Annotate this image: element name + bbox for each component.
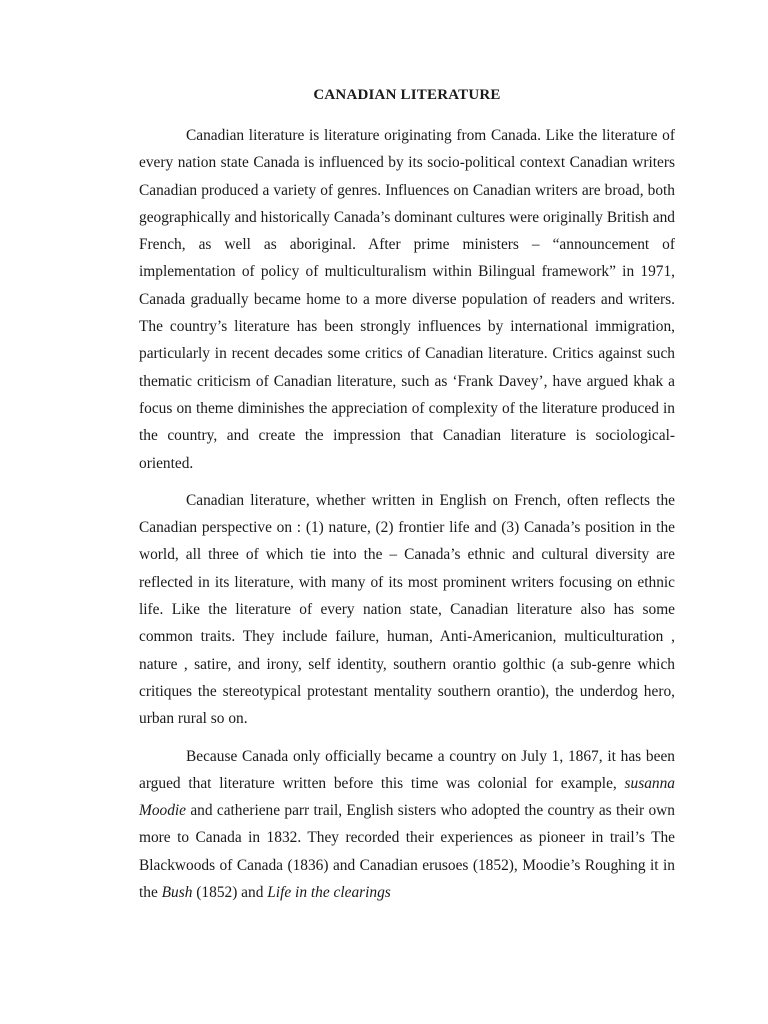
paragraph-3-italic-name: susanna Moodie: [139, 774, 675, 820]
paragraph-3-text-c: (1852) and: [192, 884, 268, 902]
document-body: [139, 122, 675, 906]
paragraph-3: [139, 743, 675, 907]
paragraph-3-text-b: and catheriene parr trail, English sisters who adopted the country as their own more to Canada in 1832. They recorded their experiences as pioneer in trail’s The Blackwoods of Canada (1836) and Canadian erusoes (1852), Moodie’s Roughing it in the: [139, 802, 675, 902]
page-title: CANADIAN LITERATURE: [313, 87, 501, 103]
paragraph-3-text-a: Because Canada only officially became a country on July 1, 1867, it has been argued that literature written before this time was colonial for example,: [139, 747, 675, 792]
paragraph-1: Canadian literature is literature originating from Canada. Like the literature of every nation state Canada is influenced by its socio-political context Canadian writers Canadian produced a variety of genres. Influences on Canadian writers are broad, both geographically and historically Canada’s dominant cultures were originally British and French, as well as aboriginal. After prime ministers – “announcement of implementation of policy of multiculturalism within Bilingual framework” in 1971, Canada gradually became home to a more diverse population of readers and writers. The country’s literature has been strongly influences by international immigration, particularly in recent decades some critics of Canadian literature. Critics against such thematic criticism of Canadian literature, such as ‘Frank Davey’, have argued khak a focus on theme diminishes the appreciation of complexity of the literature produced in the country, and create the impression that Canadian literature is sociological- oriented.: [139, 127, 675, 472]
paragraph-2: Canadian literature, whether written in English on French, often reflects the Canadian perspective on : (1) nature, (2) frontier life and (3) Canada’s position in the world, all three of which tie into the – Canada’s ethnic and cultural diversity are reflected in its literature, with many of its most prominent writers focusing on ethnic life. Like the literature of every nation state, Canadian literature also has some common traits. They include failure, human, Anti-Americanion, multiculturation , nature , satire, and irony, self identity, southern orantio golthic (a sub-genre which critiques the stereotypical protestant mentality southern orantio), the underdog hero, urban rural so on.: [139, 491, 675, 728]
paragraph-3-italic-bush: Bush: [161, 884, 193, 902]
paragraph-3-italic-clearings: Life in the clearings: [267, 884, 391, 902]
